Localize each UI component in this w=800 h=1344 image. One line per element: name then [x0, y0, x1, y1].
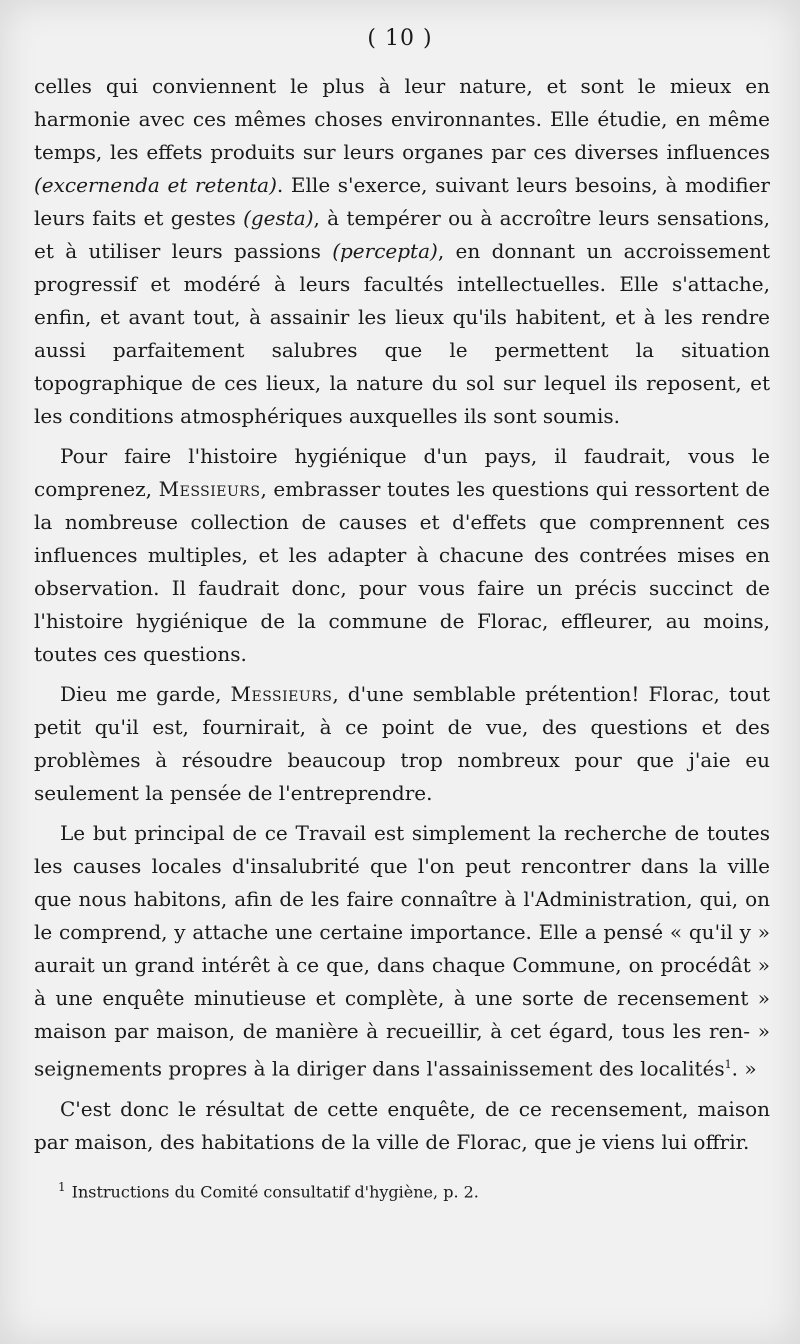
page-number: ( 10 ) — [367, 26, 433, 51]
text-run: , d'une semblable prétention! Florac, tout petit qu'il est, fournirait, à ce point de vue, des questions et des problèmes à résoudre beaucoup trop nombreux pour que j'aie eu seulement la pensée de l'entreprendre. — [34, 682, 770, 805]
text-run: , en donnant un accroissement progressif et modéré à leurs facultés intellectuelles. Elle s'attache, enfin, et avant tout, à assainir les lieux qu'ils habitent, et à les rendre aussi parfaitement salubres que le permettent la situation topographique de ces lieux, la nature du sol sur lequel ils reposent, et les conditions atmosphériques auxquelles ils sont soumis. — [34, 239, 770, 428]
paragraph — [34, 1093, 770, 1159]
italic-term: (gesta) — [243, 206, 314, 230]
text-run: celles qui conviennent le plus à leur nature, et sont le mieux en harmonie avec ces mêmes choses environnantes. Elle étudie, en même temps, les effets produits sur leurs organes par ces diverses influences — [34, 74, 770, 164]
paragraph — [34, 678, 770, 810]
text-run: . Elle s'exerce, suivant leurs besoins, à modifier leurs faits et gestes — [34, 173, 770, 230]
footnote — [58, 1176, 758, 1203]
italic-term: (percepta) — [332, 239, 438, 263]
footnote-text: Instructions du Comité consultatif d'hygiène, p. 2. — [71, 1182, 479, 1202]
text-run: Le but principal de ce Travail est simplement la recherche de toutes les causes locales d'insalubrité que l'on peut rencontrer dans la ville que nous habitons, afin de les faire connaître à l'Administration, qui, on le comprend, y attache une certaine importance. Elle a pensé « qu'il y » aurait un grand intérêt à ce que, dans chaque Commune, on procédât » à une enquête minutieuse et complète, à une sorte de recensement » maison par maison, de manière à recueillir, à cet égard, tous les ren- » seignements propres à la diriger dans l'assainissement des localités — [34, 821, 770, 1081]
small-caps-address: Messieurs — [230, 682, 333, 706]
text-run: C'est donc le résultat de cette enquête, de ce recensement, maison par maison, des habitations de la ville de Florac, que je viens lui offrir. — [34, 1096, 770, 1154]
text-run: Pour faire l'histoire hygiénique d'un pays, il faudrait, vous le comprenez, — [34, 444, 770, 501]
italic-term: (excernenda et retenta) — [34, 173, 277, 197]
text-run: , embrasser toutes les questions qui ressortent de la nombreuse collection de causes et d'effets que comprennent ces influences multiples, et les adapter à chacune des contrées mises en observation. Il faudrait donc, pour vous faire un précis succinct de l'histoire hygiénique de la commune de Florac, effleurer, au moins, toutes ces questions. — [34, 477, 771, 666]
text-run: , à tempérer ou à accroître leurs sensations, et à utiliser leurs passions — [34, 206, 770, 263]
text-run: Dieu me garde, — [60, 682, 231, 706]
text-run: . » — [731, 1056, 757, 1081]
small-caps-address: Messieurs — [158, 477, 261, 501]
footnote-mark: 1 — [58, 1180, 66, 1194]
paragraph — [34, 440, 770, 671]
footnote-reference: 1 — [724, 1058, 732, 1071]
paragraph — [34, 70, 770, 433]
paragraph — [34, 817, 770, 1086]
body-text — [34, 70, 770, 1166]
